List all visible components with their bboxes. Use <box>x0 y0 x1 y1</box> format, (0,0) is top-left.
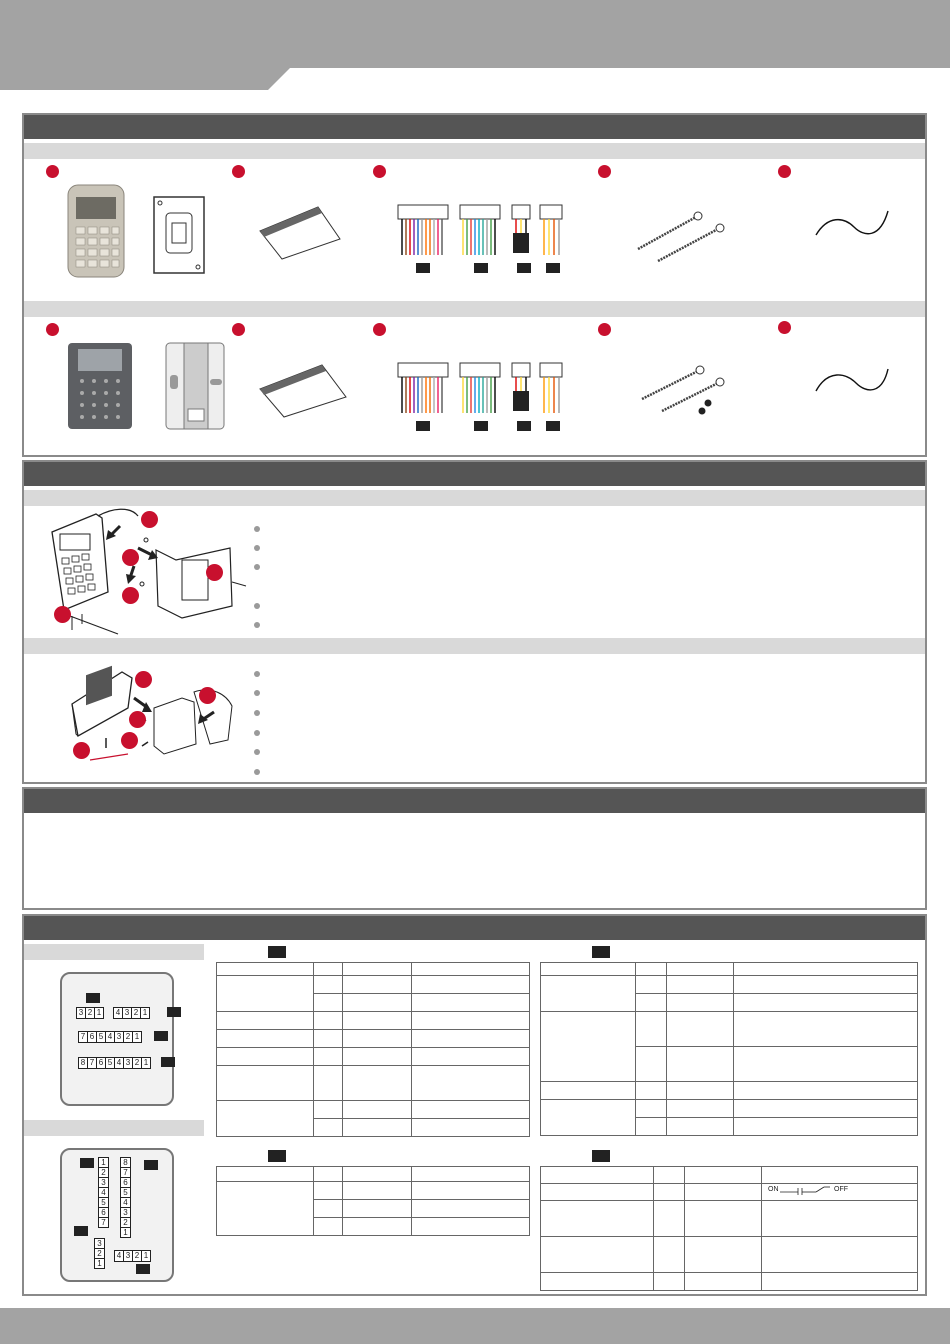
cable-tag <box>517 263 531 273</box>
footer-bar <box>0 1308 950 1344</box>
cable-tag <box>546 421 560 431</box>
step-marker <box>122 549 139 566</box>
header-tab-shape <box>0 68 290 90</box>
terminal-col-left: 1 2 3 4 5 6 7 <box>98 1157 109 1228</box>
model-b-subbar <box>24 301 925 317</box>
bullet <box>254 769 260 775</box>
section-4-header <box>24 916 925 940</box>
step-marker <box>54 606 71 623</box>
terminal-row-a-right: 4 3 2 1 <box>113 1007 150 1019</box>
step-marker <box>122 587 139 604</box>
terminal-tag <box>136 1264 150 1274</box>
terminal-col-small: 3 2 1 <box>94 1238 105 1269</box>
bullet <box>254 749 260 755</box>
terminal-tag <box>74 1226 88 1236</box>
notes-section <box>22 787 927 910</box>
screws-image <box>632 205 732 265</box>
wiring-table-3 <box>216 1166 530 1236</box>
model-a-subbar <box>24 143 925 159</box>
step-marker <box>129 711 146 728</box>
wiring-table-1 <box>216 962 530 1137</box>
cable-tag <box>517 421 531 431</box>
bullet <box>254 545 260 551</box>
device-b-image <box>66 339 236 435</box>
terminal-row-c: 8 7 6 5 4 3 2 1 <box>78 1057 151 1069</box>
wiring-table-2 <box>540 962 918 1136</box>
screws-image-2 <box>632 361 742 431</box>
relay-on-label: ON <box>768 1186 779 1193</box>
installation-section <box>22 460 927 784</box>
terminal-row-a-left: 3 2 1 <box>76 1007 104 1019</box>
terminal-tag <box>80 1158 94 1168</box>
terminal-col-right: 8 7 6 5 4 3 2 1 <box>120 1157 131 1238</box>
cable-tag <box>416 263 430 273</box>
table-tag <box>592 946 610 958</box>
item-marker <box>598 165 611 178</box>
header-bar <box>0 0 950 68</box>
item-marker <box>46 323 59 336</box>
terminal-row-b: 7 6 5 4 3 2 1 <box>78 1031 142 1043</box>
terminal-tag <box>144 1160 158 1170</box>
terminal-tag <box>154 1031 168 1041</box>
table-tag <box>268 1150 286 1162</box>
step-marker <box>206 564 223 581</box>
bullet <box>254 710 260 716</box>
device-a-image <box>66 183 236 283</box>
bullet <box>254 690 260 696</box>
cable-tag <box>474 263 488 273</box>
item-marker <box>373 165 386 178</box>
table-tag <box>592 1150 610 1162</box>
step-marker <box>199 687 216 704</box>
install-b-subbar <box>24 638 925 654</box>
step-marker <box>135 671 152 688</box>
install-a-subbar <box>24 490 925 506</box>
bullet <box>254 671 260 677</box>
wiring-b-subbar <box>24 1120 204 1136</box>
item-marker <box>598 323 611 336</box>
wire-image-2 <box>814 361 894 401</box>
section-2-header <box>24 462 925 486</box>
wiring-a-subbar <box>24 944 204 960</box>
cable-tag <box>474 421 488 431</box>
step-marker <box>121 732 138 749</box>
manual-image-2 <box>256 359 356 419</box>
terminal-tag <box>167 1007 181 1017</box>
relay-off-label: OFF <box>834 1186 848 1193</box>
relay-switch-icon <box>780 1186 830 1196</box>
wiring-section <box>22 914 927 1296</box>
bullet <box>254 526 260 532</box>
terminal-tag <box>161 1057 175 1067</box>
item-marker <box>232 165 245 178</box>
item-marker <box>778 165 791 178</box>
cable-tag <box>416 421 430 431</box>
wire-image <box>814 205 894 245</box>
terminal-row-small: 4 3 2 1 <box>114 1250 151 1262</box>
terminal-tag <box>86 993 100 1003</box>
item-marker <box>46 165 59 178</box>
manual-image <box>256 201 346 261</box>
install-diagram-b <box>62 664 262 764</box>
bullet <box>254 730 260 736</box>
item-marker <box>373 323 386 336</box>
wiring-table-4 <box>540 1166 918 1291</box>
table-tag <box>268 946 286 958</box>
package-contents-section <box>22 113 927 457</box>
section-1-header <box>24 115 925 139</box>
step-marker <box>73 742 90 759</box>
step-marker <box>141 511 158 528</box>
bullet <box>254 622 260 628</box>
item-marker <box>778 321 791 334</box>
section-3-header <box>24 789 925 813</box>
cable-tag <box>546 263 560 273</box>
item-marker <box>232 323 245 336</box>
bullet <box>254 603 260 609</box>
bullet <box>254 564 260 570</box>
